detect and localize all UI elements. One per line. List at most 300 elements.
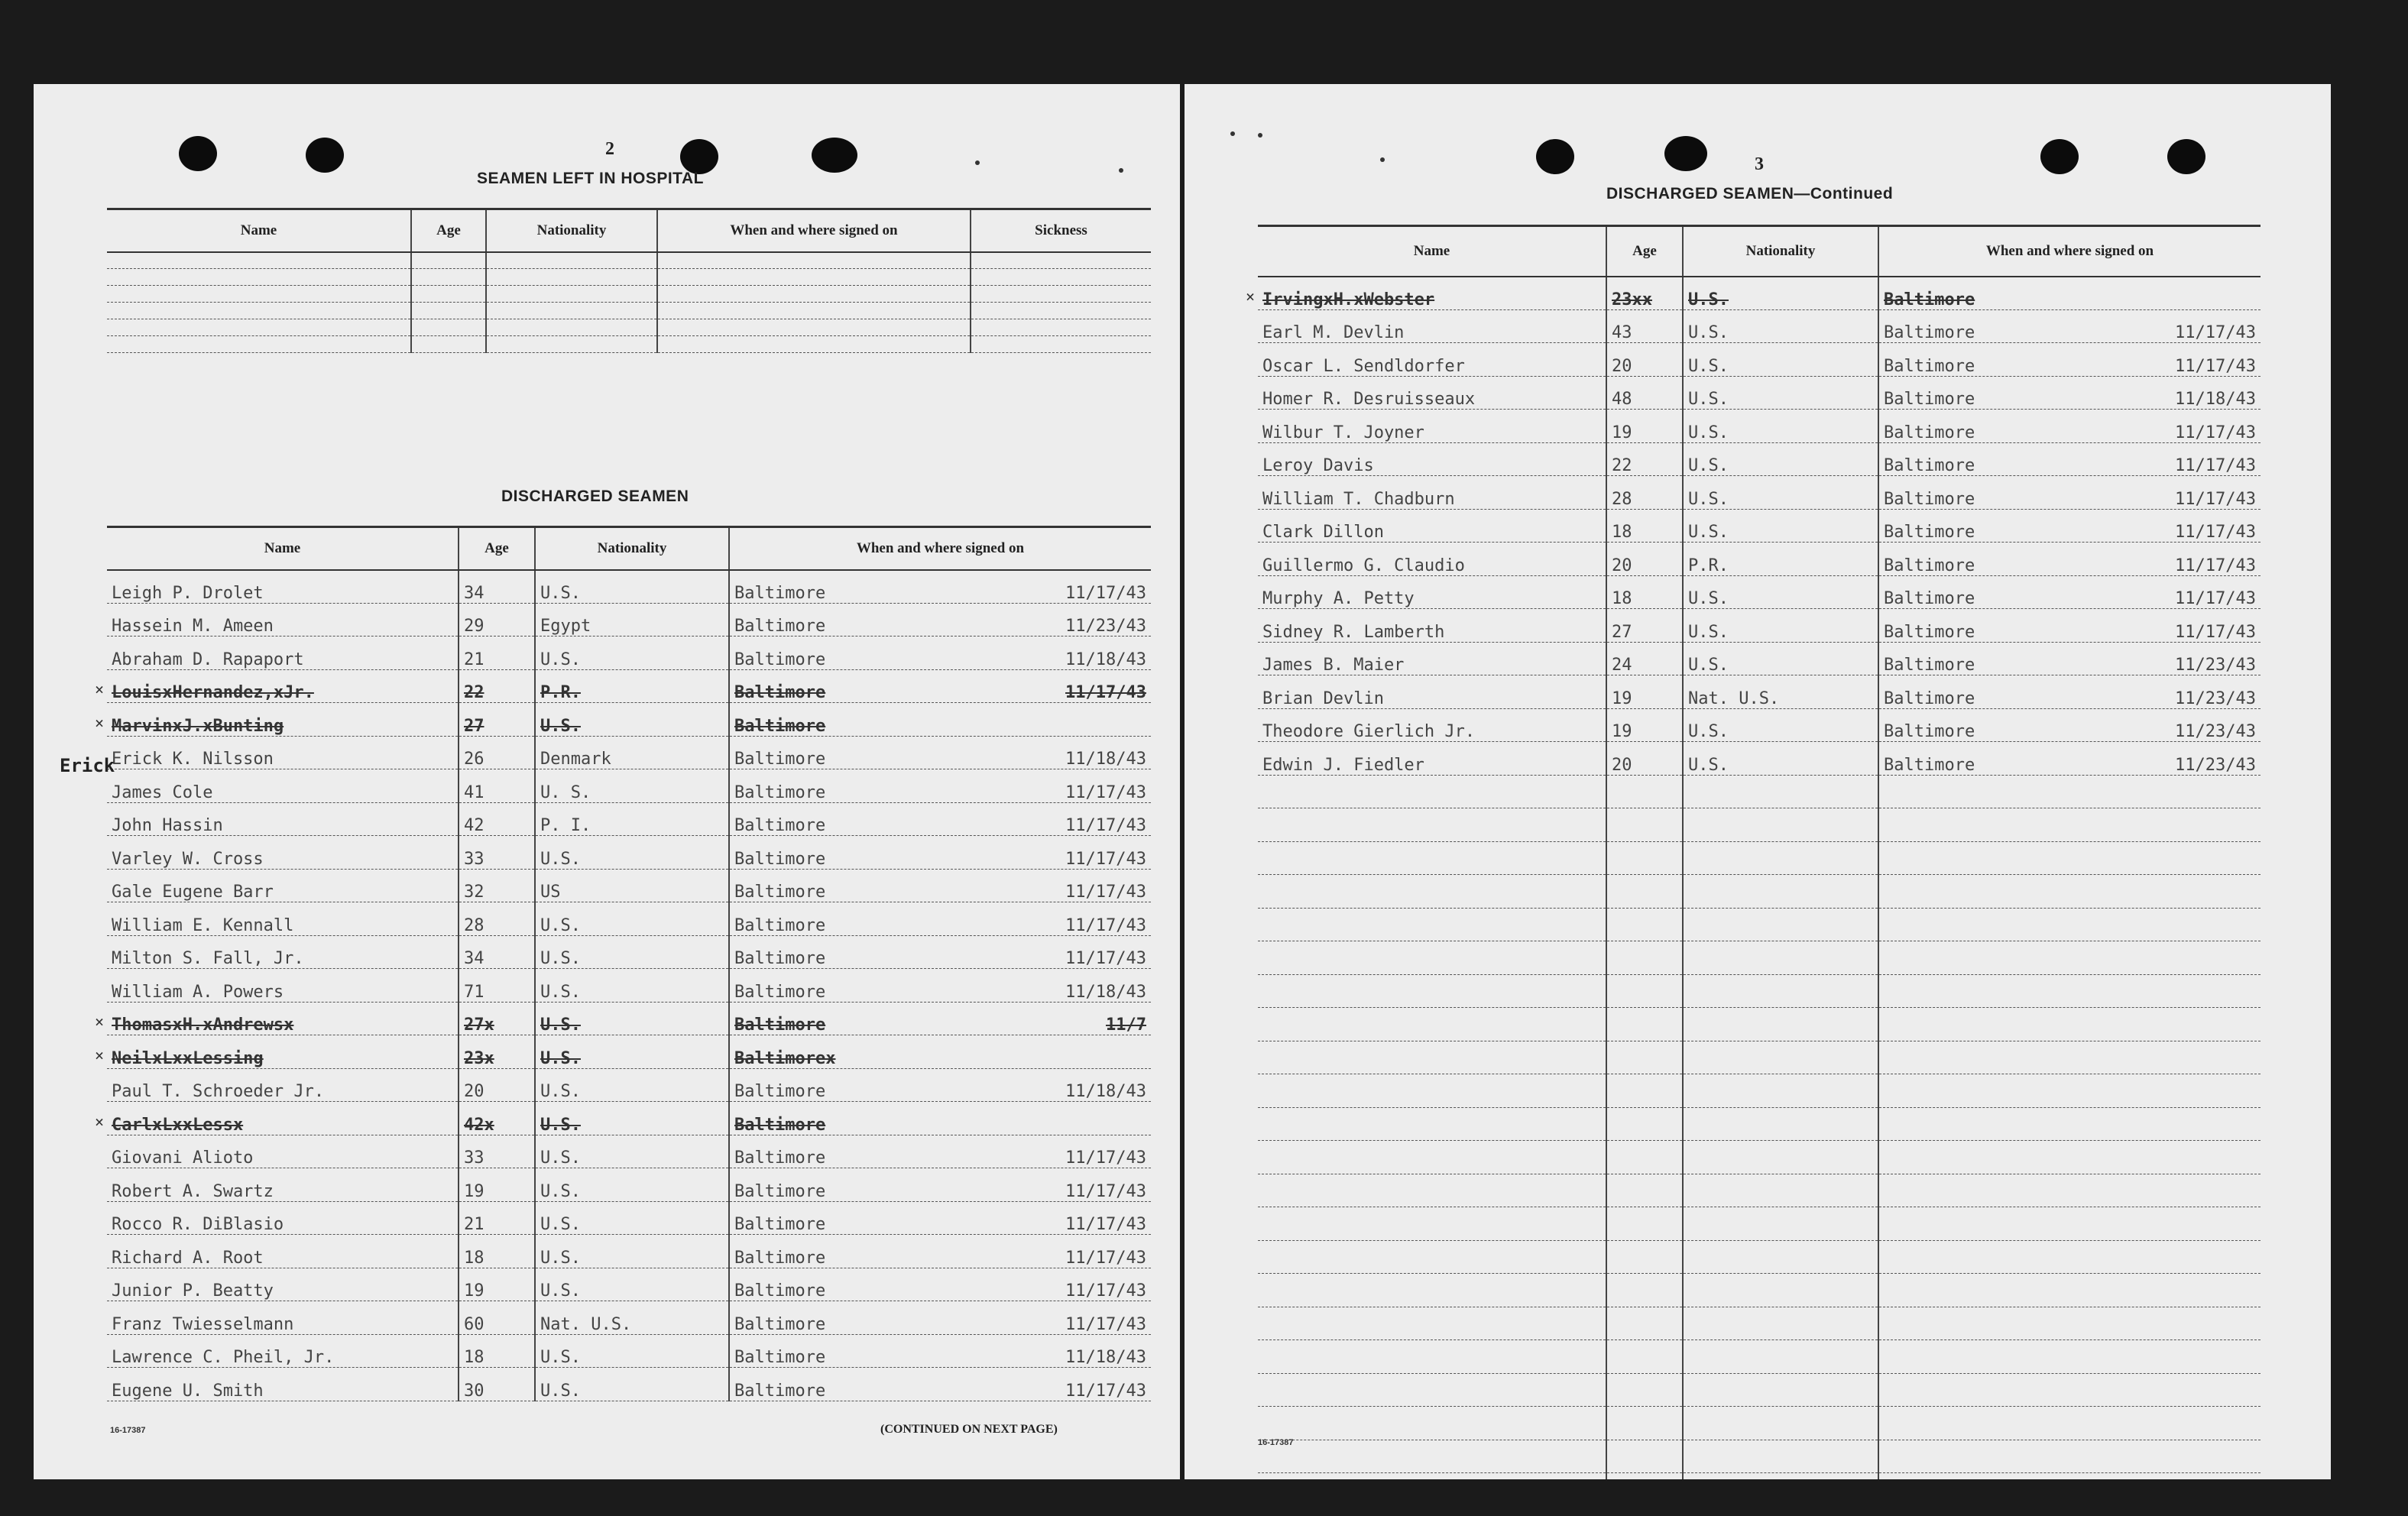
cell-age-text: 24 <box>1612 656 1632 675</box>
cell-nationality-text: Egypt <box>540 617 591 636</box>
col-nationality: Nationality <box>486 209 657 252</box>
right-page <box>1185 84 2331 1479</box>
cell-name <box>1258 476 1606 510</box>
table-row <box>107 1135 1151 1168</box>
signed-on-date: 11/18/43 <box>2175 390 2256 409</box>
cell-age <box>459 836 535 870</box>
cell-nationality <box>535 1068 729 1102</box>
table-row <box>1258 1407 2261 1440</box>
continued-note: (CONTINUED ON NEXT PAGE) <box>880 1423 1058 1436</box>
cell-name-text: Paul T. Schroeder Jr. <box>112 1082 325 1101</box>
empty-cell <box>971 303 1151 319</box>
cell-name <box>107 1301 459 1335</box>
signed-on-date: 11/18/43 <box>1065 750 1146 769</box>
cell-signed-on <box>729 1268 1151 1301</box>
cell-age <box>1606 1307 1683 1340</box>
signed-on-date: 11/17/43 <box>1065 883 1146 902</box>
cell-age <box>459 1068 535 1102</box>
cell-signed-on <box>1878 277 2261 310</box>
cell-signed-on <box>1878 908 2261 941</box>
cell-age-text: 33 <box>464 849 485 869</box>
cell-nationality-text: U.S. <box>1688 722 1729 741</box>
empty-cell <box>107 303 411 319</box>
col-sickness: Sickness <box>971 209 1151 252</box>
cell-signed-on <box>1878 841 2261 875</box>
cell-age-text: 23xx <box>1612 290 1652 309</box>
cell-name <box>1258 1008 1606 1041</box>
signed-on-date: 11/17/43 <box>1065 1248 1146 1268</box>
cell-nationality-text: U.S. <box>540 716 581 736</box>
empty-cell <box>411 286 486 303</box>
cell-name-text: LouisxHernandez,xJr. <box>112 683 314 702</box>
cell-age <box>459 1201 535 1235</box>
table-row <box>1258 808 2261 842</box>
cell-age <box>459 1268 535 1301</box>
cell-nationality <box>1683 343 1878 377</box>
cell-name <box>1258 376 1606 410</box>
cell-age-text: 21 <box>464 1215 485 1234</box>
cell-age <box>1606 1340 1683 1374</box>
cell-age-text: 28 <box>1612 489 1632 509</box>
cell-age <box>459 1168 535 1202</box>
signed-on-place: Baltimore <box>734 583 826 603</box>
cell-signed-on <box>729 836 1151 870</box>
empty-cell <box>411 252 486 269</box>
cell-age <box>1606 575 1683 609</box>
table-row <box>1258 1207 2261 1241</box>
cell-age <box>459 637 535 670</box>
cell-age <box>1606 841 1683 875</box>
cell-age <box>1606 941 1683 975</box>
col-age: Age <box>459 527 535 570</box>
cell-name <box>1258 1407 1606 1440</box>
cell-signed-on <box>1878 543 2261 576</box>
speck <box>1119 168 1123 173</box>
cell-signed-on <box>729 637 1151 670</box>
punch-hole <box>1664 136 1707 171</box>
cell-signed-on <box>729 969 1151 1003</box>
cell-age <box>459 1301 535 1335</box>
cell-signed-on <box>729 802 1151 836</box>
cell-name-text: Brian Devlin <box>1262 688 1384 708</box>
empty-cell <box>657 269 971 286</box>
cell-nationality <box>1683 1440 1878 1473</box>
empty-cell <box>107 269 411 286</box>
cell-nationality <box>1683 1407 1878 1440</box>
signed-on-place: Baltimore <box>734 816 826 835</box>
cell-age-text: 28 <box>464 915 485 935</box>
cell-nationality-text: U.S. <box>540 583 581 603</box>
strike-mark: × <box>1246 287 1256 306</box>
cell-nationality-text: U.S. <box>1688 456 1729 475</box>
signed-on-place: Baltimore <box>1884 423 1975 442</box>
cell-name <box>1258 1473 1606 1480</box>
cell-signed-on <box>1878 609 2261 643</box>
table-row <box>1258 1074 2261 1108</box>
empty-cell <box>486 252 657 269</box>
cell-signed-on <box>1878 775 2261 808</box>
cell-nationality <box>535 603 729 637</box>
table-row <box>1258 1041 2261 1074</box>
cell-nationality-text: U.S. <box>540 1215 581 1234</box>
cell-name-text: Sidney R. Lamberth <box>1262 622 1445 642</box>
cell-name <box>1258 1373 1606 1407</box>
cell-signed-on <box>1878 343 2261 377</box>
cell-age <box>1606 609 1683 643</box>
table-row <box>1258 442 2261 476</box>
cell-nationality <box>535 1368 729 1401</box>
signed-on-place: Baltimore <box>734 716 826 736</box>
empty-cell <box>657 252 971 269</box>
cell-name <box>107 769 459 803</box>
signed-on-place: Baltimore <box>734 649 826 669</box>
cell-age-text: 19 <box>464 1181 485 1201</box>
signed-on-place: Baltimore <box>734 1115 826 1135</box>
cell-age <box>1606 775 1683 808</box>
empty-cell <box>486 336 657 353</box>
empty-cell <box>411 303 486 319</box>
cell-nationality <box>1683 875 1878 909</box>
cell-name <box>107 1268 459 1301</box>
signed-on-date: 11/17/43 <box>2175 589 2256 608</box>
table-row <box>1258 476 2261 510</box>
cell-name <box>1258 309 1606 343</box>
cell-age <box>1606 309 1683 343</box>
table-row <box>107 286 1151 303</box>
cell-name-text: Hassein M. Ameen <box>112 617 274 636</box>
strike-mark: × <box>95 1045 105 1064</box>
table-row <box>1258 908 2261 941</box>
cell-signed-on <box>1878 1340 2261 1374</box>
signed-on-place: Baltimore <box>1884 456 1975 475</box>
cell-name <box>107 570 459 604</box>
table-row <box>1258 1473 2261 1480</box>
cell-nationality <box>535 669 729 703</box>
cell-nationality-text: U.S. <box>540 1016 581 1035</box>
cell-nationality <box>1683 309 1878 343</box>
cell-nationality <box>535 935 729 969</box>
cell-name <box>107 1068 459 1102</box>
cell-age <box>1606 376 1683 410</box>
table-row <box>1258 509 2261 543</box>
cell-nationality <box>535 1334 729 1368</box>
cell-name <box>1258 841 1606 875</box>
table-row <box>1258 875 2261 909</box>
table-row <box>107 603 1151 637</box>
col-name: Name <box>1258 226 1606 277</box>
cell-age <box>1606 675 1683 709</box>
cell-age <box>459 802 535 836</box>
cell-name-text: NeilxLxxLessing <box>112 1048 264 1068</box>
form-number: 16-17387 <box>110 1426 146 1435</box>
cell-name-text: William A. Powers <box>112 982 284 1002</box>
cell-signed-on <box>1878 509 2261 543</box>
cell-nationality <box>1683 1008 1878 1041</box>
table-row <box>107 1201 1151 1235</box>
cell-name <box>1258 277 1606 310</box>
cell-nationality-text: P.R. <box>540 683 581 702</box>
cell-signed-on <box>729 669 1151 703</box>
cell-age <box>459 1135 535 1168</box>
signed-on-place: Baltimore <box>734 1215 826 1234</box>
cell-age <box>1606 543 1683 576</box>
signed-on-date: 11/17/43 <box>2175 489 2256 509</box>
cell-signed-on <box>729 1334 1151 1368</box>
cell-age <box>1606 1373 1683 1407</box>
table-row <box>107 336 1151 353</box>
cell-signed-on <box>1878 675 2261 709</box>
cell-name-text: Leigh P. Drolet <box>112 583 264 603</box>
signed-on-date: 11/17/43 <box>1065 1148 1146 1168</box>
cell-name <box>107 935 459 969</box>
cell-name <box>1258 675 1606 709</box>
signed-on-place: Baltimore <box>1884 390 1975 409</box>
cell-nationality-text: US <box>540 883 561 902</box>
signed-on-date: 11/23/43 <box>2175 688 2256 708</box>
col-nationality: Nationality <box>535 527 729 570</box>
cell-name-text: Theodore Gierlich Jr. <box>1262 722 1476 741</box>
cell-nationality-text: U.S. <box>540 982 581 1002</box>
cell-nationality-text: U.S. <box>1688 423 1729 442</box>
signed-on-date: 11/23/43 <box>2175 656 2256 675</box>
table-row <box>1258 1440 2261 1473</box>
signed-on-place: Baltimore <box>734 949 826 968</box>
signed-on-place: Baltimore <box>734 1248 826 1268</box>
cell-age <box>459 1334 535 1368</box>
empty-cell <box>657 303 971 319</box>
signed-on-place: Baltimore <box>734 1082 826 1101</box>
cell-age-text: 18 <box>1612 523 1632 542</box>
cell-signed-on <box>729 1168 1151 1202</box>
signed-on-place: Baltimore <box>1884 356 1975 376</box>
signed-on-place: Baltimore <box>1884 489 1975 509</box>
signed-on-place: Baltimore <box>734 1348 826 1367</box>
signed-on-date: 11/17/43 <box>1065 1281 1146 1301</box>
empty-cell <box>486 303 657 319</box>
signed-on-place: Baltimore <box>734 1281 826 1301</box>
col-name: Name <box>107 527 459 570</box>
signed-on-date: 11/7 <box>1106 1016 1146 1035</box>
empty-cell <box>971 336 1151 353</box>
empty-cell <box>486 319 657 336</box>
cell-name-text: ThomasxH.xAndrewsx <box>112 1016 294 1035</box>
signed-on-place: Baltimore <box>734 782 826 802</box>
table-row <box>107 1068 1151 1102</box>
form-number: 16-17387 <box>1258 1438 1294 1447</box>
cell-nationality-text: U.S. <box>540 1148 581 1168</box>
signed-on-date: 11/17/43 <box>1065 1381 1146 1401</box>
table-row <box>107 637 1151 670</box>
empty-cell <box>107 286 411 303</box>
cell-signed-on <box>1878 875 2261 909</box>
signed-on-place: Baltimore <box>1884 722 1975 741</box>
table-row <box>1258 1373 2261 1407</box>
cell-age <box>1606 808 1683 842</box>
cell-age-text: 18 <box>464 1248 485 1268</box>
empty-cell <box>971 319 1151 336</box>
col-name: Name <box>107 209 411 252</box>
cell-nationality-text: U.S. <box>1688 523 1729 542</box>
cell-age <box>1606 1473 1683 1480</box>
table-row <box>1258 376 2261 410</box>
cell-signed-on <box>1878 941 2261 975</box>
empty-cell <box>971 286 1151 303</box>
cell-name <box>1258 575 1606 609</box>
cell-nationality <box>535 869 729 902</box>
cell-name <box>107 1235 459 1268</box>
cell-age <box>1606 1407 1683 1440</box>
col-nationality: Nationality <box>1683 226 1878 277</box>
cell-name-text: Wilbur T. Joyner <box>1262 423 1424 442</box>
cell-name-text: IrvingxH.xWebster <box>1262 290 1435 309</box>
cell-nationality <box>1683 1141 1878 1174</box>
signed-on-place: Baltimore <box>734 915 826 935</box>
cell-nationality <box>535 1035 729 1069</box>
cell-nationality-text: U.S. <box>540 1381 581 1401</box>
cell-age <box>1606 1440 1683 1473</box>
cell-age <box>459 603 535 637</box>
cell-age <box>1606 1240 1683 1274</box>
discharged-table-continued <box>1258 225 2261 1479</box>
cell-age <box>1606 908 1683 941</box>
signed-on-place: Baltimore <box>1884 622 1975 642</box>
table-row <box>107 869 1151 902</box>
table-row <box>107 1301 1151 1335</box>
signed-on-place: Baltimore <box>1884 755 1975 775</box>
signed-on-date: 11/23/43 <box>2175 722 2256 741</box>
cell-signed-on <box>729 1368 1151 1401</box>
signed-on-date: 11/17/43 <box>1065 816 1146 835</box>
cell-nationality <box>1683 1074 1878 1108</box>
cell-age <box>1606 875 1683 909</box>
empty-cell <box>411 319 486 336</box>
cell-nationality <box>535 902 729 936</box>
cell-name-text: Erick K. Nilsson <box>112 750 274 769</box>
cell-age <box>1606 277 1683 310</box>
col-signed-on: When and where signed on <box>729 527 1151 570</box>
cell-signed-on <box>1878 442 2261 476</box>
table-row <box>107 836 1151 870</box>
cell-age-text: 34 <box>464 583 485 603</box>
cell-name <box>1258 410 1606 443</box>
cell-signed-on <box>729 603 1151 637</box>
cell-age <box>459 769 535 803</box>
table-row <box>1258 1008 2261 1041</box>
left-page <box>34 84 1180 1479</box>
punch-hole <box>2167 139 2205 174</box>
cell-name <box>1258 543 1606 576</box>
signed-on-date: 11/18/43 <box>1065 1348 1146 1367</box>
cell-age-text: 29 <box>464 617 485 636</box>
cell-age-text: 22 <box>1612 456 1632 475</box>
cell-signed-on <box>729 935 1151 969</box>
cell-nationality <box>1683 708 1878 742</box>
cell-age <box>1606 708 1683 742</box>
signed-on-date: 11/17/43 <box>1065 1215 1146 1234</box>
cell-name <box>1258 442 1606 476</box>
signed-on-place: Baltimore <box>734 683 826 702</box>
cell-nationality <box>1683 941 1878 975</box>
cell-signed-on <box>729 1201 1151 1235</box>
cell-age <box>459 969 535 1003</box>
cell-signed-on <box>1878 476 2261 510</box>
cell-name <box>1258 1041 1606 1074</box>
cell-signed-on <box>1878 1274 2261 1307</box>
signed-on-date: 11/17/43 <box>2175 423 2256 442</box>
signed-on-date: 11/23/43 <box>1065 617 1146 636</box>
cell-nationality <box>1683 642 1878 675</box>
signed-on-date: 11/18/43 <box>1065 649 1146 669</box>
col-signed-on: When and where signed on <box>1878 226 2261 277</box>
cell-nationality-text: U.S. <box>540 949 581 968</box>
cell-nationality-text: U.S. <box>1688 622 1729 642</box>
signed-on-date: 11/17/43 <box>2175 323 2256 342</box>
cell-name-text: William T. Chadburn <box>1262 489 1455 509</box>
table-row <box>107 1368 1151 1401</box>
table-row <box>1258 543 2261 576</box>
discharged-table <box>107 526 1151 1401</box>
table-row <box>1258 974 2261 1008</box>
cell-nationality <box>1683 908 1878 941</box>
signed-on-date: 11/17/43 <box>1065 683 1146 702</box>
cell-signed-on <box>1878 376 2261 410</box>
empty-cell <box>486 269 657 286</box>
cell-name <box>1258 1174 1606 1207</box>
cell-name <box>107 669 459 703</box>
cell-nationality-text: U.S. <box>1688 390 1729 409</box>
cell-name <box>107 969 459 1003</box>
signed-on-date: 11/17/43 <box>2175 556 2256 575</box>
cell-name <box>1258 1240 1606 1274</box>
continued-title: DISCHARGED SEAMEN—Continued <box>1606 185 1894 202</box>
cell-nationality <box>1683 1107 1878 1141</box>
cell-age-text: 34 <box>464 949 485 968</box>
table-row <box>1258 941 2261 975</box>
cell-signed-on <box>729 1002 1151 1035</box>
page-number: 2 <box>605 139 614 159</box>
cell-signed-on <box>1878 1207 2261 1241</box>
signed-on-date: 11/17/43 <box>2175 523 2256 542</box>
cell-signed-on <box>1878 742 2261 776</box>
cell-nationality <box>535 736 729 769</box>
cell-nationality <box>1683 775 1878 808</box>
table-row <box>1258 575 2261 609</box>
strike-mark: × <box>95 713 105 732</box>
signed-on-date: 11/17/43 <box>1065 1181 1146 1201</box>
cell-nationality-text: U.S. <box>540 1248 581 1268</box>
cell-age <box>459 869 535 902</box>
cell-name <box>1258 708 1606 742</box>
cell-name <box>107 637 459 670</box>
cell-name <box>1258 509 1606 543</box>
cell-name <box>1258 808 1606 842</box>
cell-nationality <box>1683 1041 1878 1074</box>
signed-on-place: Baltimore <box>1884 523 1975 542</box>
cell-name-text: Leroy Davis <box>1262 456 1374 475</box>
cell-nationality <box>1683 575 1878 609</box>
cell-age-text: 27 <box>1612 622 1632 642</box>
cell-signed-on <box>1878 575 2261 609</box>
empty-cell <box>411 336 486 353</box>
empty-cell <box>411 269 486 286</box>
cell-nationality <box>1683 1307 1878 1340</box>
cell-age <box>459 935 535 969</box>
signed-on-date: 11/17/43 <box>2175 622 2256 642</box>
signed-on-date: 11/17/43 <box>2175 456 2256 475</box>
cell-nationality <box>1683 1207 1878 1241</box>
cell-signed-on <box>729 869 1151 902</box>
cell-name <box>107 802 459 836</box>
